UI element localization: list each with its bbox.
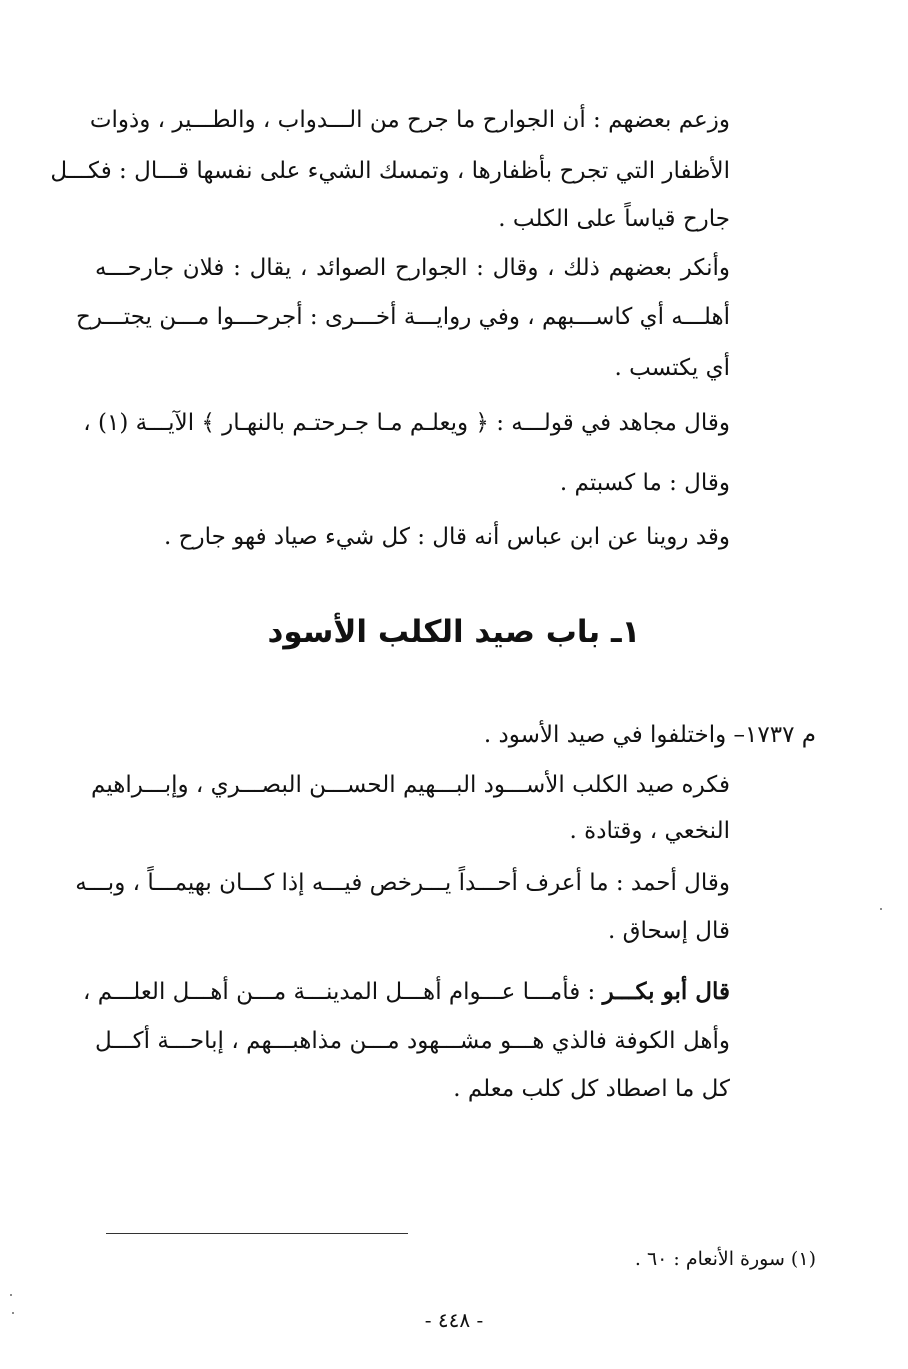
text-line: وأهل الكوفة فالذي هـــو مشـــهود مـــن مذاهبـــهم ، إباحـــة أكـــل [95, 1028, 730, 1054]
text-line: وقد روينا عن ابن عباس أنه قال : كل شيء صياد فهو جارح . [164, 524, 730, 550]
text-line: جارح قياساً على الكلب . [498, 206, 730, 232]
page-number: - ٤٤٨ - [424, 1308, 484, 1332]
author-name: قال أبو بكـــر [602, 978, 730, 1005]
numbered-item: م ١٧٣٧– واختلفوا في صيد الأسود . [483, 722, 816, 748]
scan-speck [12, 1312, 14, 1314]
text-line [82, 975, 730, 1009]
text-line: وقال : ما كسبتم . [559, 470, 730, 496]
text-line: وزعم بعضهم : أن الجوارح ما جرح من الـــدواب ، والطـــير ، وذوات [89, 107, 730, 133]
scan-speck [880, 908, 882, 910]
text-line: وقال مجاهد في قولـــه : ﴿ ويعلـم مـا جـرحتـم بالنهـار ﴾ الآيـــة (١) ، [83, 410, 730, 436]
section-heading: ١ـ باب صيد الكلب الأسود [267, 614, 641, 650]
text-line: وأنكر بعضهم ذلك ، وقال : الجوارح الصوائد ، يقال : فلان جارحـــه [95, 255, 730, 281]
text-line: وقال أحمد : ما أعرف أحـــداً يـــرخص فيـــه إذا كـــان بهيمـــاً ، وبـــه [75, 870, 730, 896]
text-line: كل ما اصطاد كل كلب معلم . [453, 1076, 730, 1102]
footnote-rule [106, 1233, 408, 1234]
text-span: : فأمـــا عـــوام أهـــل المدينـــة مـــن أهـــل العلـــم ، [82, 979, 603, 1005]
text-line: فكره صيد الكلب الأســـود البـــهيم الحســـن البصـــري ، وإبـــراهيم [91, 772, 730, 798]
text-line: أهلـــه أي كاســـبهم ، وفي روايـــة أخـــرى : أجرحـــوا مـــن يجتـــرح [76, 304, 730, 330]
text-line: الأظفار التي تجرح بأظفارها ، وتمسك الشيء على نفسها قـــال : فكـــل [50, 158, 730, 184]
scan-speck [10, 1294, 12, 1296]
footnote: (١) سورة الأنعام : ٦٠ . [634, 1248, 816, 1270]
text-line: قال إسحاق . [607, 918, 730, 944]
text-line: النخعي ، وقتادة . [569, 818, 730, 844]
text-line: أي يكتسب . [614, 355, 730, 381]
